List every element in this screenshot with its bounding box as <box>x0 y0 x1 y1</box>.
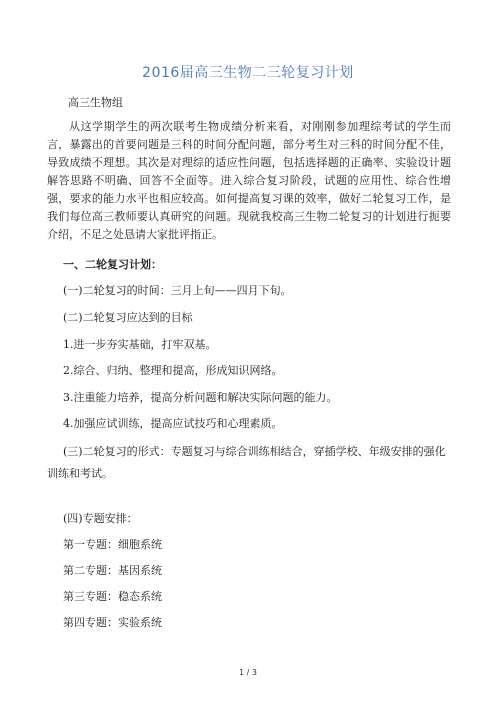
topic-item: 第四专题：实验系统 <box>63 616 162 629</box>
goal-item: 3.注重能力培养，提高分析问题和解决实际问题的能力。 <box>63 391 338 404</box>
goal-item: 4.加强应试训练，提高应试技巧和心理素质。 <box>63 417 283 430</box>
review-form-paragraph: (三)二轮复习的形式：专题复习与综合训练相结合，穿插学校、年级安排的强化训练和考试。 <box>47 445 446 480</box>
topics-heading: (四)专题安排： <box>63 512 138 525</box>
section-heading-plan: 一、二轮复习计划： <box>63 258 162 271</box>
document-title: 2016届高三生物二三轮复习计划 <box>142 65 354 81</box>
topic-item: 第三专题：稳态系统 <box>63 590 162 603</box>
goal-item: 1.进一步夯实基础，打牢双基。 <box>63 338 217 351</box>
review-time-line: (一)二轮复习的时间：三月上旬——四月下旬。 <box>63 284 292 297</box>
page-number: 1 / 3 <box>239 668 257 677</box>
author-line: 高三生物组 <box>68 96 123 109</box>
goals-heading: (二)二轮复习应达到的目标 <box>63 311 193 324</box>
goal-item: 2.综合、归纳、整理和提高，形成知识网络。 <box>63 364 283 377</box>
topic-item: 第二专题：基因系统 <box>63 564 162 577</box>
topic-item: 第一专题：细胞系统 <box>63 538 162 551</box>
intro-paragraph: 从这学期学生的两次联考生物成绩分析来看，对刚刚参加理综考试的学生而言，暴露出的首要问题是三科的时间分配问题，部分考生对三科的时间分配不佳，导致成绩不理想。其次是对理综的适应性问题，包括选择题的正确率、实验设计题解答思路不明确、回答不全面等。进入综合复习阶段，试题的应用性、综合性增强，要求的能力水平也相应较高。如何提高复习课的效率，做好二轮复习工作，是我们每位高三教师要认真研究的问题。现就我校高三生物二轮复习的计划进行扼要介绍，不足之处恳请大家批评指正。 <box>47 120 451 241</box>
